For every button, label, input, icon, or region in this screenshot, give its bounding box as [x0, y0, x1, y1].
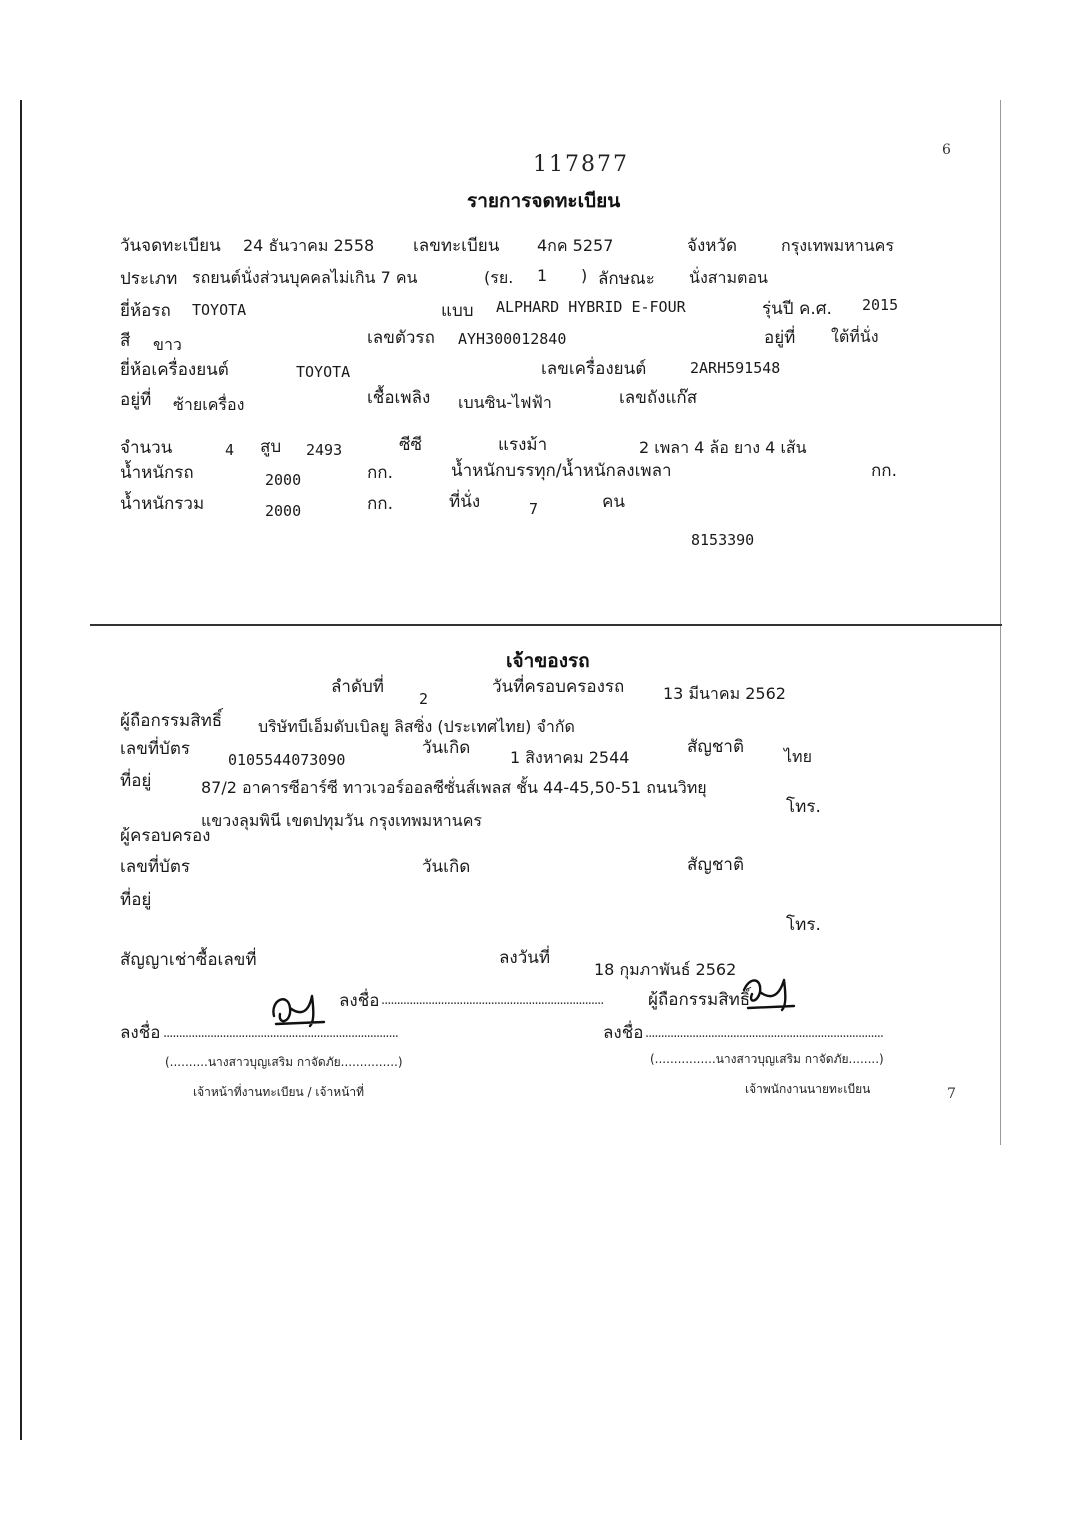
address-line-1: 87/2 อาคารซีอาร์ซี ทาวเวอร์ออลซีซั่นส์เพลส ชั้น 44-45,50-51 ถนนวิทยุ: [201, 778, 707, 797]
left-sign-dots: ...........................................................................: [163, 1026, 398, 1041]
left-sign-label: ลงชื่อ: [120, 1023, 161, 1043]
total-weight: 2000: [265, 502, 302, 520]
vehicle-weight: 2000: [265, 471, 302, 489]
chassis-location-label: อยู่ที่: [764, 328, 796, 348]
weight-unit: กก.: [367, 463, 393, 483]
cylinders: 4: [225, 441, 235, 459]
model-label: แบบ: [441, 301, 474, 321]
engine-brand: TOYOTA: [296, 363, 351, 381]
right-officer-name: (................นางสาวบุญเสริม กาจัดภัย........): [650, 1052, 884, 1066]
model-year: 2015: [862, 296, 899, 314]
seats-label: ที่นั่ง: [449, 492, 481, 512]
cc-label: ซีซี: [399, 435, 423, 455]
holder-name: บริษัทบีเอ็มดับเบิลยู ลิสซิ่ง (ประเทศไทย) จำกัด: [258, 717, 575, 736]
nationality: ไทย: [784, 747, 812, 766]
color: ขาว: [153, 335, 182, 354]
engine-number-label: เลขเครื่องยนต์: [541, 359, 647, 379]
load-weight-unit: กก.: [871, 461, 897, 481]
count-label: จำนวน: [120, 438, 173, 458]
possessor-address-label: ที่อยู่: [120, 890, 152, 910]
address-line-2: แขวงลุมพินี เขตปทุมวัน กรุงเทพมหานคร: [201, 811, 482, 830]
ry-value: 1: [537, 266, 548, 285]
character-value: นั่งสามตอน: [689, 268, 768, 287]
axles-wheels: 2 เพลา 4 ล้อ ยาง 4 เส้น: [639, 438, 807, 457]
persons-label: คน: [602, 492, 625, 512]
page-number-bottom: 7: [947, 1086, 956, 1102]
total-weight-unit: กก.: [367, 494, 393, 514]
brand: TOYOTA: [192, 301, 247, 319]
owner-title: เจ้าของรถ: [506, 650, 590, 672]
right-border-line: [1000, 100, 1001, 1145]
sign-date-label: ลงวันที่: [499, 948, 551, 968]
right-sign-dots: ............................................................................: [645, 1026, 884, 1041]
order-label: ลำดับที่: [331, 677, 385, 697]
cylinder-label: สูบ: [260, 437, 282, 457]
left-officer-name: (..........นางสาวบุญเสริม กาจัดภัย...............): [165, 1055, 403, 1069]
left-binding-line: [20, 100, 22, 1440]
possess-date: 13 มีนาคม 2562: [663, 684, 786, 703]
year-label: รุ่นปี ค.ศ.: [762, 299, 832, 319]
fuel-type: เบนซิน-ไฟฟ้า: [458, 393, 552, 412]
plate-number: 4กค 5257: [537, 236, 614, 255]
engine-cc: 2493: [306, 441, 343, 459]
horsepower-label: แรงม้า: [498, 435, 548, 455]
color-label: สี: [120, 331, 131, 351]
document-serial: 8153390: [691, 531, 755, 549]
registration-title: รายการจดทะเบียน: [467, 190, 621, 212]
handwritten-reference: 117877: [533, 152, 629, 177]
left-officer-role: เจ้าหน้าที่งานทะเบียน / เจ้าหน้าที่: [193, 1085, 365, 1099]
nationality-label: สัญชาติ: [687, 737, 744, 757]
gas-tank-label: เลขถังแก๊ส: [619, 388, 698, 408]
vehicle-type: รถยนต์นั่งส่วนบุคคลไม่เกิน 7 คน: [192, 268, 418, 287]
holder-sign-label: ลงชื่อ: [339, 991, 380, 1011]
seats: 7: [529, 500, 539, 518]
chassis-location: ใต้ที่นั่ง: [831, 327, 879, 346]
engine-location-label: อยู่ที่: [120, 390, 152, 410]
plate-label: เลขทะเบียน: [413, 236, 500, 256]
address-label: ที่อยู่: [120, 771, 152, 791]
ry-label: (รย.: [484, 268, 514, 287]
right-officer-role: เจ้าพนักงานนายทะเบียน: [745, 1082, 871, 1096]
type-label: ประเภท: [120, 269, 178, 289]
chassis-number: AYH300012840: [458, 330, 567, 348]
possessor-label: ผู้ครอบครอง: [120, 826, 211, 846]
id-number: 0105544073090: [228, 751, 346, 769]
model: ALPHARD HYBRID E-FOUR: [496, 298, 686, 316]
reg-date: 24 ธันวาคม 2558: [243, 236, 375, 255]
weight-label: น้ำหนักรถ: [120, 463, 194, 483]
birth-label: วันเกิด: [422, 738, 471, 758]
brand-label: ยี่ห้อรถ: [120, 301, 171, 321]
total-weight-label: น้ำหนักรวม: [120, 494, 205, 514]
holder-label: ผู้ถือกรรมสิทธิ์: [120, 711, 223, 731]
id-label: เลขที่บัตร: [120, 739, 191, 759]
possessor-phone-label: โทร.: [786, 915, 821, 935]
holder-sign-role: ผู้ถือกรรมสิทธิ์: [648, 990, 751, 1010]
possess-date-label: วันที่ครอบครองรถ: [492, 677, 625, 697]
fuel-label: เชื้อเพลิง: [367, 388, 431, 408]
right-sign-label: ลงชื่อ: [603, 1023, 644, 1043]
possessor-nationality-label: สัญชาติ: [687, 855, 744, 875]
handwritten-signature-right: [738, 972, 798, 1020]
reg-date-label: วันจดทะเบียน: [120, 236, 221, 256]
contract-label: สัญญาเช่าซื้อเลขที่: [120, 950, 257, 970]
section-divider: [90, 624, 1002, 626]
load-weight-label: น้ำหนักบรรทุก/น้ำหนักลงเพลา: [451, 461, 672, 481]
holder-sign-dots: .......................................................................: [381, 993, 604, 1008]
handwritten-signature-left: [268, 986, 328, 1034]
page-number-top: 6: [942, 142, 951, 158]
sign-date: 18 กุมภาพันธ์ 2562: [594, 960, 737, 979]
order-number: 2: [419, 690, 429, 708]
engine-number: 2ARH591548: [690, 359, 781, 377]
possessor-birth-label: วันเกิด: [422, 857, 471, 877]
engine-location: ซ้ายเครื่อง: [173, 395, 245, 414]
ry-close: ): [581, 266, 588, 285]
character-label: ลักษณะ: [598, 269, 655, 289]
engine-brand-label: ยี่ห้อเครื่องยนต์: [120, 360, 229, 380]
province: กรุงเทพมหานคร: [781, 236, 894, 255]
phone-label: โทร.: [786, 797, 821, 817]
province-label: จังหวัด: [687, 236, 738, 256]
chassis-label: เลขตัวรถ: [367, 328, 435, 348]
possessor-id-label: เลขที่บัตร: [120, 857, 191, 877]
birth-date: 1 สิงหาคม 2544: [510, 748, 630, 767]
